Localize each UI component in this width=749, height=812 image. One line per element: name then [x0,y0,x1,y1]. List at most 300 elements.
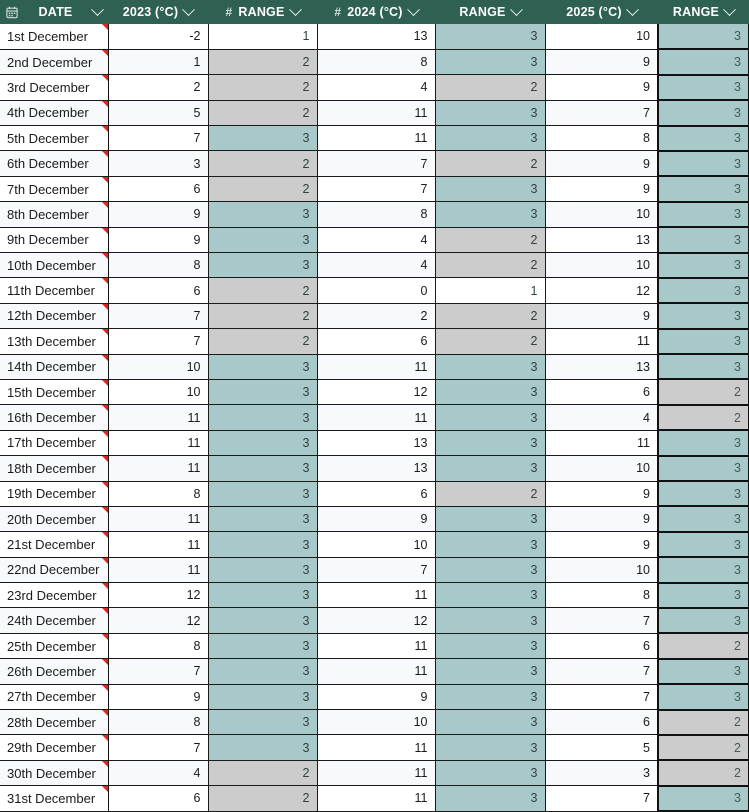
cell-temp-2024[interactable]: 11 [317,659,435,684]
cell-range-2025[interactable]: 3 [658,430,749,455]
cell-temp-2024[interactable]: 11 [317,633,435,658]
table-row [0,583,749,608]
cell-date[interactable]: 1st December [0,24,108,49]
comment-marker-icon [102,735,108,741]
column-header-range-2023-label: RANGE [238,5,285,19]
chevron-down-icon[interactable] [289,3,302,16]
cell-range-2024[interactable]: 3 [435,100,545,125]
table-row [0,456,749,481]
cell-temp-2024[interactable]: 4 [317,253,435,278]
cell-range-2023[interactable]: 3 [208,354,317,379]
comment-marker-icon [102,126,108,132]
comment-marker-icon [102,558,108,564]
cell-date[interactable]: 4th December [0,100,108,125]
cell-range-2023[interactable]: 1 [208,24,317,49]
cell-temp-2024[interactable]: 11 [317,760,435,785]
cell-date[interactable]: 11th December [0,278,108,303]
cell-range-2024[interactable]: 3 [435,735,545,760]
cell-date[interactable]: 25th December [0,633,108,658]
cell-temp-2023[interactable]: 8 [108,710,208,735]
cell-range-2025[interactable]: 3 [658,684,749,709]
cell-range-2025[interactable]: 3 [658,506,749,531]
cell-range-2024[interactable]: 2 [435,303,545,328]
comment-marker-icon [102,456,108,462]
cell-temp-2025[interactable]: 11 [545,430,658,455]
chevron-down-icon[interactable] [626,3,639,16]
cell-temp-2024[interactable]: 9 [317,684,435,709]
cell-temp-2024[interactable]: 4 [317,227,435,252]
cell-range-2025[interactable]: 3 [658,481,749,506]
comment-marker-icon [102,482,108,488]
cell-temp-2023[interactable]: 6 [108,786,208,811]
cell-range-2023[interactable]: 3 [208,253,317,278]
cell-range-2023[interactable]: 3 [208,608,317,633]
comment-marker-icon [102,685,108,691]
cell-range-2023[interactable]: 3 [208,659,317,684]
column-header-range-2023[interactable] [208,0,317,24]
comment-marker-icon [102,507,108,513]
cell-temp-2024[interactable]: 12 [317,379,435,404]
cell-temp-2024[interactable]: 13 [317,430,435,455]
cell-range-2024[interactable]: 3 [435,126,545,151]
cell-temp-2023[interactable]: 1 [108,49,208,74]
cell-range-2023[interactable]: 3 [208,633,317,658]
cell-temp-2024[interactable]: 11 [317,354,435,379]
table-row [0,253,749,278]
cell-date[interactable]: 6th December [0,151,108,176]
comment-marker-icon [102,405,108,411]
comment-marker-icon [102,101,108,107]
cell-temp-2025[interactable]: 10 [545,24,658,49]
hash-icon: # [334,5,342,19]
cell-range-2025[interactable]: 2 [658,710,749,735]
cell-temp-2024[interactable]: 8 [317,202,435,227]
table-row [0,710,749,735]
cell-temp-2025[interactable]: 9 [545,176,658,201]
table-row [0,24,749,49]
cell-temp-2025[interactable]: 6 [545,633,658,658]
cell-range-2023[interactable]: 3 [208,557,317,582]
cell-range-2024[interactable]: 3 [435,557,545,582]
cell-temp-2023[interactable]: 11 [108,430,208,455]
table-row [0,608,749,633]
cell-temp-2025[interactable]: 9 [545,75,658,100]
cell-temp-2023[interactable]: 10 [108,354,208,379]
cell-temp-2023[interactable]: -2 [108,24,208,49]
table-row [0,735,749,760]
cell-range-2023[interactable]: 3 [208,456,317,481]
cell-range-2024[interactable]: 3 [435,24,545,49]
cell-date[interactable]: 22nd December [0,557,108,582]
cell-range-2024[interactable]: 3 [435,176,545,201]
cell-temp-2025[interactable]: 4 [545,405,658,430]
cell-range-2024[interactable]: 3 [435,608,545,633]
comment-marker-icon [102,50,108,56]
comment-marker-icon [102,380,108,386]
cell-date[interactable]: 16th December [0,405,108,430]
cell-range-2024[interactable]: 3 [435,456,545,481]
cell-temp-2025[interactable]: 9 [545,481,658,506]
table-row [0,760,749,785]
cell-range-2025[interactable]: 2 [658,735,749,760]
cell-range-2025[interactable]: 3 [658,227,749,252]
cell-range-2025[interactable]: 3 [658,786,749,811]
cell-range-2024[interactable]: 3 [435,760,545,785]
cell-date[interactable]: 15th December [0,379,108,404]
table-row [0,557,749,582]
cell-date[interactable]: 19th December [0,481,108,506]
cell-date[interactable]: 24th December [0,608,108,633]
cell-date[interactable]: 18th December [0,456,108,481]
table-row [0,329,749,354]
cell-temp-2025[interactable]: 9 [545,49,658,74]
cell-range-2025[interactable]: 3 [658,303,749,328]
header-row [0,0,749,24]
cell-temp-2023[interactable]: 9 [108,202,208,227]
cell-date[interactable]: 30th December [0,760,108,785]
cell-temp-2023[interactable]: 8 [108,633,208,658]
comment-marker-icon [102,786,108,792]
comment-marker-icon [102,608,108,614]
cell-range-2024[interactable]: 2 [435,481,545,506]
cell-range-2024[interactable]: 1 [435,278,545,303]
cell-range-2025[interactable]: 3 [658,75,749,100]
cell-range-2024[interactable]: 3 [435,430,545,455]
cell-range-2023[interactable]: 3 [208,481,317,506]
cell-temp-2025[interactable]: 7 [545,786,658,811]
table-row [0,532,749,557]
cell-range-2025[interactable]: 3 [658,202,749,227]
cell-date[interactable]: 7th December [0,176,108,201]
cell-range-2025[interactable]: 3 [658,456,749,481]
cell-range-2024[interactable]: 2 [435,151,545,176]
cell-temp-2023[interactable]: 12 [108,608,208,633]
cell-temp-2023[interactable]: 7 [108,126,208,151]
cell-range-2024[interactable]: 3 [435,532,545,557]
cell-range-2023[interactable]: 2 [208,75,317,100]
cell-range-2025[interactable]: 2 [658,405,749,430]
cell-temp-2023[interactable]: 7 [108,735,208,760]
cell-temp-2023[interactable]: 11 [108,532,208,557]
cell-temp-2023[interactable]: 8 [108,253,208,278]
cell-range-2025[interactable]: 3 [658,329,749,354]
cell-temp-2025[interactable]: 13 [545,227,658,252]
cell-range-2023[interactable]: 3 [208,735,317,760]
cell-range-2023[interactable]: 2 [208,151,317,176]
cell-range-2023[interactable]: 3 [208,202,317,227]
cell-date[interactable]: 13th December [0,329,108,354]
cell-range-2025[interactable]: 2 [658,760,749,785]
cell-range-2023[interactable]: 3 [208,710,317,735]
cell-temp-2025[interactable]: 7 [545,100,658,125]
cell-date[interactable]: 23rd December [0,583,108,608]
cell-temp-2024[interactable]: 7 [317,176,435,201]
cell-temp-2025[interactable]: 13 [545,354,658,379]
column-header-2025-label: 2025 (°C) [566,5,622,19]
cell-range-2024[interactable]: 2 [435,75,545,100]
cell-temp-2024[interactable]: 13 [317,24,435,49]
cell-date[interactable]: 27th December [0,684,108,709]
comment-marker-icon [102,355,108,361]
table-row [0,176,749,201]
cell-range-2024[interactable]: 2 [435,329,545,354]
cell-range-2023[interactable]: 2 [208,278,317,303]
cell-temp-2025[interactable]: 9 [545,303,658,328]
cell-range-2023[interactable]: 2 [208,786,317,811]
cell-temp-2023[interactable]: 11 [108,405,208,430]
cell-temp-2024[interactable]: 6 [317,329,435,354]
cell-temp-2025[interactable]: 7 [545,608,658,633]
cell-range-2025[interactable]: 3 [658,608,749,633]
cell-date[interactable]: 26th December [0,659,108,684]
cell-temp-2024[interactable]: 11 [317,126,435,151]
cell-range-2023[interactable]: 3 [208,227,317,252]
cell-temp-2024[interactable]: 10 [317,710,435,735]
chevron-down-icon[interactable] [407,3,420,16]
cell-range-2024[interactable]: 3 [435,633,545,658]
comment-marker-icon [102,202,108,208]
comment-marker-icon [102,761,108,767]
cell-range-2024[interactable]: 3 [435,354,545,379]
cell-temp-2023[interactable]: 7 [108,659,208,684]
cell-temp-2025[interactable]: 6 [545,710,658,735]
column-header-date[interactable] [0,0,108,24]
comment-marker-icon [102,253,108,259]
table-row [0,126,749,151]
cell-temp-2025[interactable]: 9 [545,506,658,531]
cell-range-2025[interactable]: 3 [658,126,749,151]
column-header-date-label: DATE [38,5,73,19]
cell-date[interactable]: 21st December [0,532,108,557]
cell-date[interactable]: 17th December [0,430,108,455]
cell-range-2023[interactable]: 3 [208,430,317,455]
comment-marker-icon [102,634,108,640]
cell-range-2025[interactable]: 3 [658,583,749,608]
table-row [0,151,749,176]
cell-temp-2024[interactable]: 2 [317,303,435,328]
cell-temp-2023[interactable]: 3 [108,151,208,176]
comment-marker-icon [102,24,108,30]
table-body [0,24,749,811]
cell-temp-2025[interactable]: 10 [545,456,658,481]
cell-temp-2023[interactable]: 9 [108,227,208,252]
cell-temp-2025[interactable]: 7 [545,684,658,709]
cell-range-2024[interactable]: 3 [435,583,545,608]
cell-range-2023[interactable]: 3 [208,583,317,608]
column-header-range-2025-label: RANGE [672,5,720,19]
cell-range-2023[interactable]: 3 [208,506,317,531]
cell-date[interactable]: 14th December [0,354,108,379]
cell-temp-2024[interactable]: 13 [317,456,435,481]
cell-range-2025[interactable]: 2 [658,379,749,404]
cell-date[interactable]: 12th December [0,303,108,328]
column-header-range-2025[interactable] [658,0,749,24]
cell-range-2025[interactable]: 3 [658,253,749,278]
cell-temp-2024[interactable]: 11 [317,405,435,430]
cell-range-2024[interactable]: 2 [435,227,545,252]
cell-date[interactable]: 2nd December [0,49,108,74]
cell-range-2023[interactable]: 2 [208,176,317,201]
comment-marker-icon [102,710,108,716]
cell-range-2024[interactable]: 3 [435,710,545,735]
cell-temp-2025[interactable]: 8 [545,583,658,608]
cell-range-2025[interactable]: 3 [658,532,749,557]
chevron-down-icon[interactable] [182,3,195,16]
cell-temp-2024[interactable]: 6 [317,481,435,506]
table-row [0,506,749,531]
cell-temp-2024[interactable]: 7 [317,557,435,582]
cell-temp-2023[interactable]: 10 [108,379,208,404]
calendar-icon [6,6,18,19]
cell-range-2023[interactable]: 3 [208,684,317,709]
cell-temp-2024[interactable]: 11 [317,583,435,608]
column-header-2023[interactable] [108,0,208,24]
cell-range-2025[interactable]: 3 [658,557,749,582]
cell-range-2024[interactable]: 3 [435,659,545,684]
cell-range-2024[interactable]: 2 [435,253,545,278]
cell-date[interactable]: 20th December [0,506,108,531]
cell-date[interactable]: 29th December [0,735,108,760]
cell-temp-2024[interactable]: 11 [317,735,435,760]
cell-temp-2025[interactable]: 5 [545,735,658,760]
cell-range-2025[interactable]: 3 [658,659,749,684]
comment-marker-icon [102,583,108,589]
cell-temp-2023[interactable]: 8 [108,481,208,506]
cell-date[interactable]: 3rd December [0,75,108,100]
cell-range-2023[interactable]: 2 [208,329,317,354]
comment-marker-icon [102,177,108,183]
cell-temp-2023[interactable]: 11 [108,506,208,531]
comment-marker-icon [102,151,108,157]
column-header-2023-label: 2023 (°C) [122,5,179,19]
cell-temp-2023[interactable]: 6 [108,278,208,303]
comment-marker-icon [102,659,108,665]
cell-temp-2024[interactable]: 4 [317,75,435,100]
cell-range-2024[interactable]: 3 [435,506,545,531]
table-row [0,278,749,303]
cell-range-2023[interactable]: 2 [208,49,317,74]
cell-temp-2023[interactable]: 4 [108,760,208,785]
table-row [0,684,749,709]
cell-date[interactable]: 9th December [0,227,108,252]
cell-range-2025[interactable]: 3 [658,354,749,379]
cell-temp-2025[interactable]: 8 [545,126,658,151]
cell-temp-2025[interactable]: 3 [545,760,658,785]
table-row [0,303,749,328]
cell-range-2024[interactable]: 3 [435,49,545,74]
table-row [0,633,749,658]
cell-temp-2023[interactable]: 2 [108,75,208,100]
cell-range-2024[interactable]: 3 [435,684,545,709]
cell-temp-2023[interactable]: 7 [108,303,208,328]
column-header-range-2024[interactable] [435,0,545,24]
table-row [0,430,749,455]
column-header-2025[interactable] [545,0,658,24]
column-header-2024[interactable] [317,0,435,24]
cell-temp-2024[interactable]: 8 [317,49,435,74]
cell-range-2025[interactable]: 3 [658,49,749,74]
comment-marker-icon [102,532,108,538]
cell-range-2023[interactable]: 2 [208,100,317,125]
cell-range-2025[interactable]: 2 [658,633,749,658]
cell-temp-2023[interactable]: 11 [108,557,208,582]
cell-range-2025[interactable]: 3 [658,278,749,303]
cell-range-2023[interactable]: 3 [208,405,317,430]
cell-temp-2024[interactable]: 9 [317,506,435,531]
cell-temp-2025[interactable]: 12 [545,278,658,303]
chevron-down-icon[interactable] [91,3,104,16]
table-row [0,405,749,430]
cell-temp-2025[interactable]: 10 [545,202,658,227]
chevron-down-icon[interactable] [723,3,736,16]
cell-range-2023[interactable]: 3 [208,379,317,404]
cell-temp-2024[interactable]: 12 [317,608,435,633]
table-header [0,0,749,24]
comment-marker-icon [102,75,108,81]
cell-temp-2025[interactable]: 6 [545,379,658,404]
cell-temp-2025[interactable]: 10 [545,253,658,278]
cell-temp-2024[interactable]: 0 [317,278,435,303]
cell-range-2023[interactable]: 2 [208,303,317,328]
cell-range-2023[interactable]: 3 [208,532,317,557]
cell-range-2024[interactable]: 3 [435,405,545,430]
table-row [0,100,749,125]
cell-temp-2025[interactable]: 10 [545,557,658,582]
comment-marker-icon [102,304,108,310]
cell-date[interactable]: 31st December [0,786,108,811]
cell-temp-2023[interactable]: 11 [108,456,208,481]
table-row [0,786,749,811]
cell-range-2024[interactable]: 3 [435,379,545,404]
cell-range-2024[interactable]: 3 [435,786,545,811]
cell-temp-2023[interactable]: 9 [108,684,208,709]
cell-temp-2023[interactable]: 5 [108,100,208,125]
cell-temp-2023[interactable]: 7 [108,329,208,354]
table-row [0,202,749,227]
column-header-2024-label: 2024 (°C) [347,5,403,19]
hash-icon: # [225,5,233,19]
cell-temp-2024[interactable]: 7 [317,151,435,176]
cell-temp-2023[interactable]: 6 [108,176,208,201]
cell-temp-2024[interactable]: 11 [317,786,435,811]
cell-temp-2025[interactable]: 9 [545,532,658,557]
cell-temp-2025[interactable]: 9 [545,151,658,176]
table-row [0,659,749,684]
cell-temp-2024[interactable]: 10 [317,532,435,557]
cell-range-2025[interactable]: 3 [658,151,749,176]
cell-temp-2024[interactable]: 11 [317,100,435,125]
cell-temp-2023[interactable]: 12 [108,583,208,608]
cell-range-2025[interactable]: 3 [658,100,749,125]
cell-range-2025[interactable]: 3 [658,24,749,49]
cell-range-2023[interactable]: 3 [208,126,317,151]
chevron-down-icon[interactable] [510,3,523,16]
column-header-range-2024-label: RANGE [459,5,506,19]
cell-date[interactable]: 8th December [0,202,108,227]
cell-date[interactable]: 10th December [0,253,108,278]
cell-range-2023[interactable]: 2 [208,760,317,785]
cell-temp-2025[interactable]: 11 [545,329,658,354]
cell-date[interactable]: 5th December [0,126,108,151]
comment-marker-icon [102,228,108,234]
cell-range-2025[interactable]: 3 [658,176,749,201]
comment-marker-icon [102,278,108,284]
cell-range-2024[interactable]: 3 [435,202,545,227]
cell-temp-2025[interactable]: 7 [545,659,658,684]
table-row [0,481,749,506]
table-row [0,379,749,404]
cell-date[interactable]: 28th December [0,710,108,735]
